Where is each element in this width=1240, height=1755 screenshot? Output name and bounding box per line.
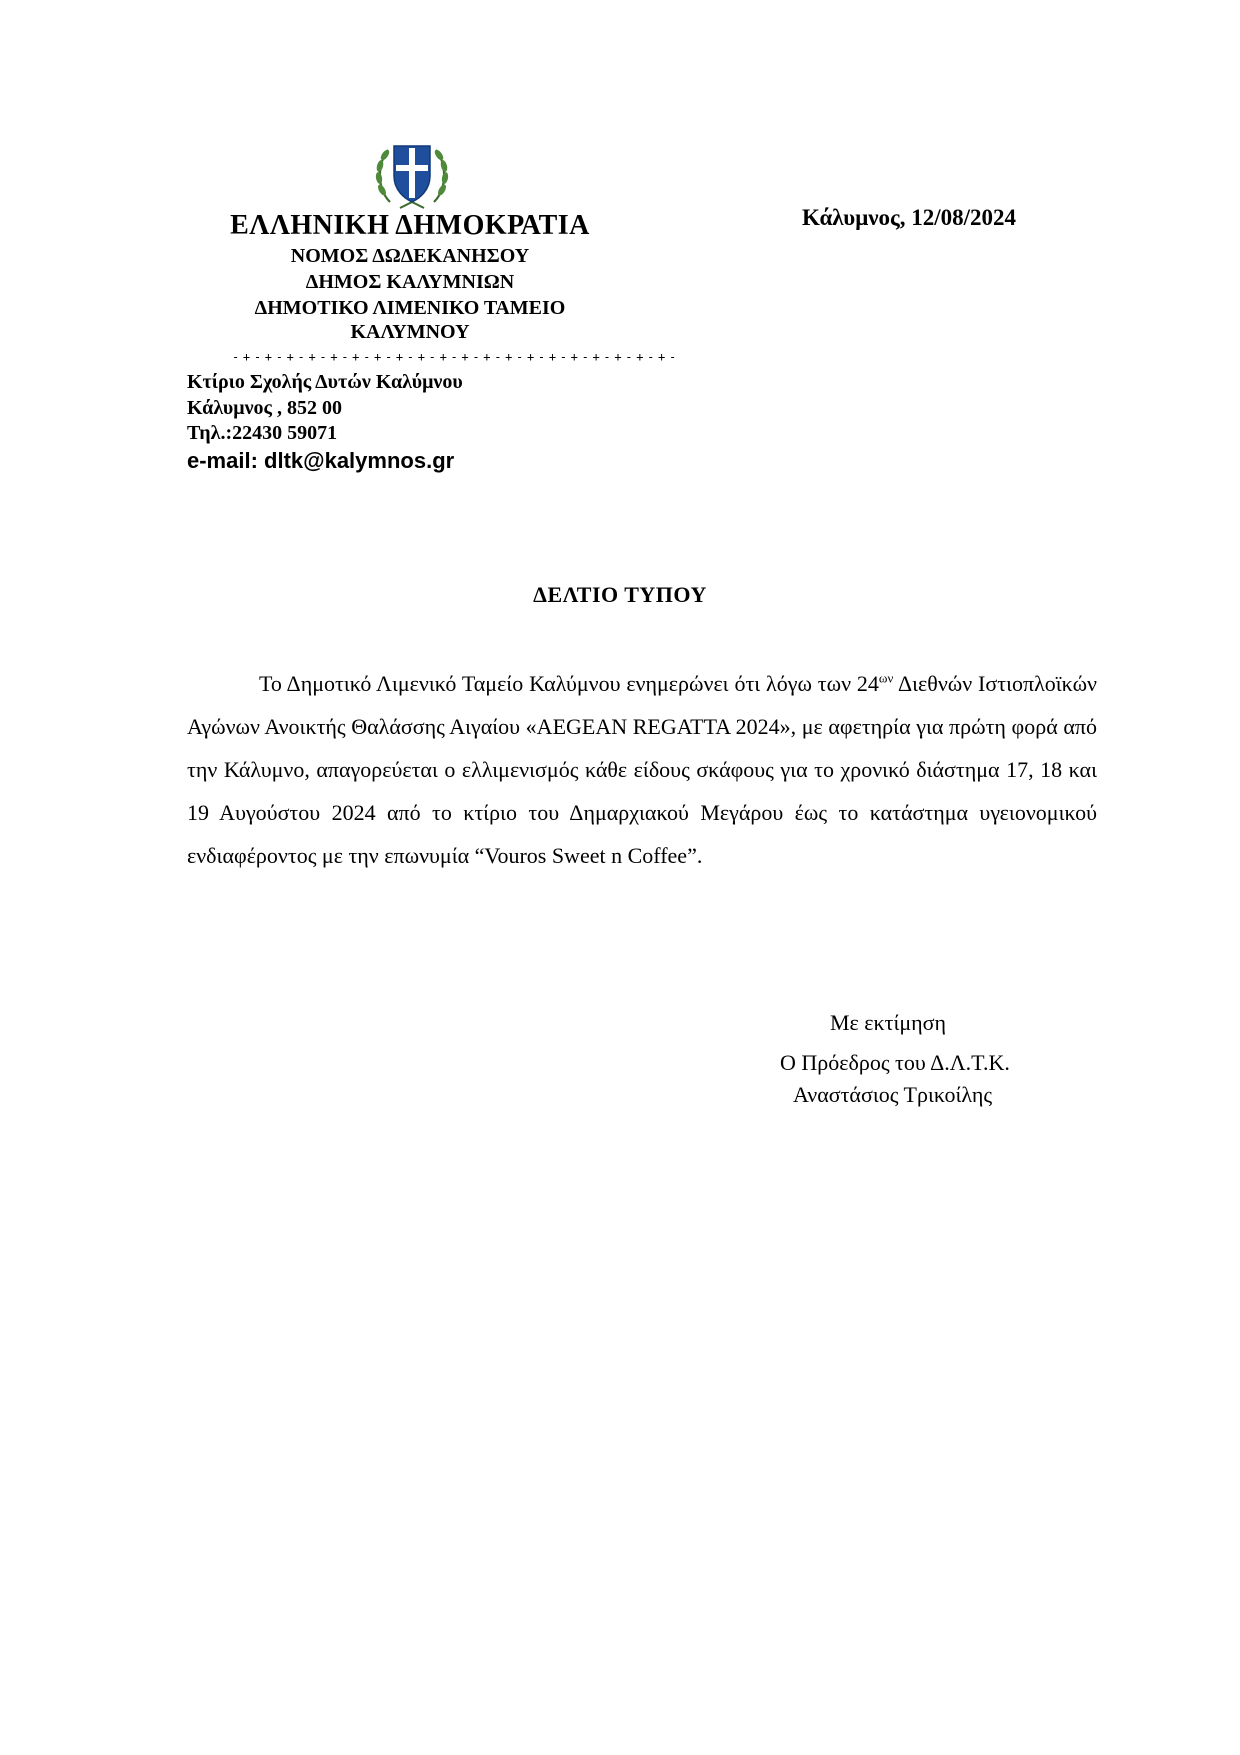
prefecture-line: ΝΟΜΟΣ ΔΩΔΕΚΑΝΗΣΟΥ — [290, 245, 530, 267]
body-paragraph — [187, 662, 1097, 877]
greek-coat-of-arms-emblem — [370, 132, 454, 216]
address-phone: Τηλ.:22430 59071 — [187, 422, 338, 444]
republic-heading: ΕΛΛΗΝΙΚΗ ΔΗΜΟΚΡΑΤΙΑ — [230, 210, 590, 241]
address-building: Κτίριο Σχολής Δυτών Καλύμνου — [187, 371, 463, 393]
body-text-part-1: Το Δημοτικό Λιμενικό Ταμείο Καλύμνου ενημερώνει ότι λόγω των 24 — [259, 671, 879, 696]
address-city: Κάλυμνος , 852 00 — [187, 397, 342, 419]
signature-name: Αναστάσιος Τρικοίλης — [793, 1082, 993, 1107]
document-date: Κάλυμνος, 12/08/2024 — [802, 205, 1016, 230]
signature-closing: Με εκτίμηση — [830, 1010, 947, 1035]
authority-line: ΔΗΜΟΤΙΚΟ ΛΙΜΕΝΙΚΟ ΤΑΜΕΙΟ — [254, 297, 566, 319]
body-text-part-2: Διεθνών Ιστιοπλοϊκών Αγώνων Ανοικτής Θαλάσσης Αιγαίου «AEGEAN REGATTA 2024», με αφετηρία για πρώτη φορά από την Κάλυμνο, απαγορεύεται ο ελλιμενισμός κάθε είδους σκάφους για το χρονικό διάστημα 17, 18 και 19 Αυγούστου 2024 από το κτίριο του Δημαρχιακού Μεγάρου έως το κατάστημα υγειονομικού ενδιαφέροντος με την επωνυμία “Vouros Sweet n Coffee”. — [187, 671, 1098, 868]
address-email: e-mail: dltk@kalymnos.gr — [187, 448, 455, 473]
municipality-line: ΔΗΜΟΣ ΚΑΛΥΜΝΙΩΝ — [305, 271, 515, 293]
ordinal-superscript: ων — [878, 670, 894, 686]
document-title: ΔΕΛΤΙΟ ΤΥΠΟΥ — [533, 582, 707, 607]
signature-role: Ο Πρόεδρος του Δ.Λ.Τ.Κ. — [780, 1050, 1010, 1075]
header-separator: -+-+-+-+-+-+-+-+-+-+-+-+-+-+-+-+-+-+-+-+- — [232, 350, 680, 364]
authority-place-line: ΚΑΛΥΜΝΟΥ — [350, 321, 470, 343]
